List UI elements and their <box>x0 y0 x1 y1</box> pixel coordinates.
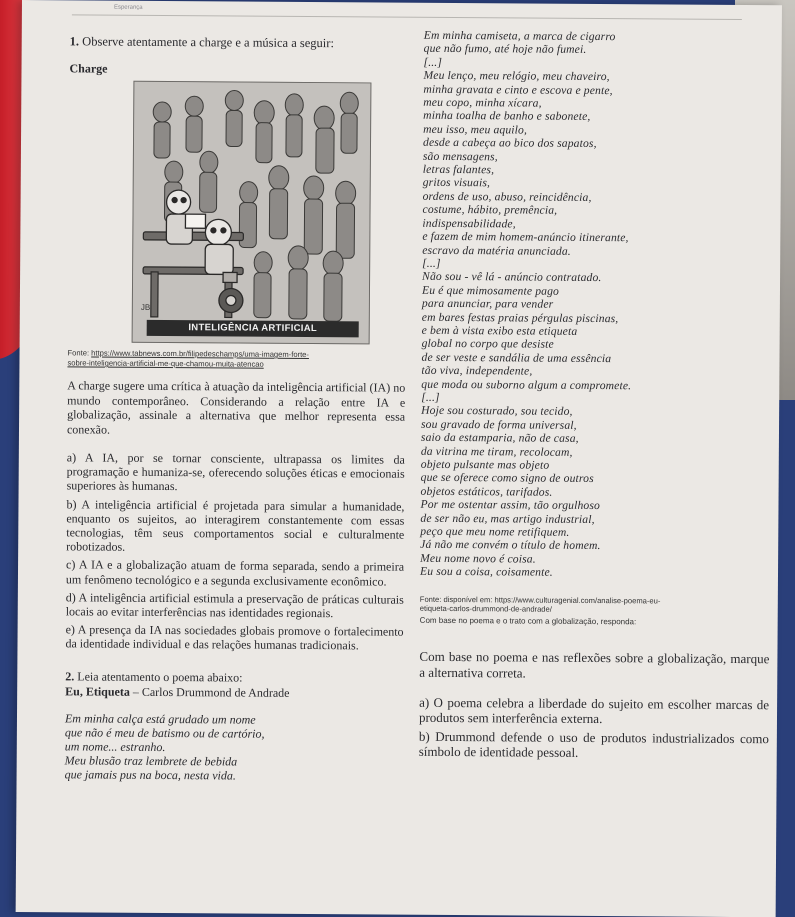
question-1-title <box>70 34 408 51</box>
poem-right-line: de ser veste e sandália de uma essência <box>421 350 612 365</box>
poem-left-line: Meu blusão traz lembrete de bebida <box>64 752 238 769</box>
poem-right-line: Meu nome novo é coisa. <box>420 551 536 566</box>
poem-right-line: que não fumo, até hoje não fumei. <box>423 42 587 57</box>
exam-page <box>16 0 782 917</box>
poem-right-line: e fazem de mim homem-anúncio itinerante, <box>422 229 629 245</box>
poem-author: – Carlos Drummond de Andrade <box>129 684 290 700</box>
poem-right-line: sou gravado de forma universal, <box>421 417 577 432</box>
header-tag: Esperança <box>113 4 143 11</box>
question-2-number: 2. <box>65 668 75 684</box>
poem-right-line: de ser não eu, mas artigo industrial, <box>420 511 595 526</box>
question-1-prompt: A charge sugere uma crítica à atuação da inteligência artificial (IA) no mundo contemporâneo. Considerando a relação entre IA e globalização, assinale a alternativa que melhor representa essa conexão. <box>66 378 406 437</box>
poem-right-line: que moda ou suborno algum a compromete. <box>421 377 632 392</box>
poem-right-line: que se oferece como signo de outros <box>420 471 594 486</box>
poem-right-line: gritos visuais, <box>422 176 491 190</box>
poem-right-line: meu copo, minha xícara, <box>423 95 542 110</box>
poem-right-line: desde a cabeça ao bico dos sapatos, <box>422 136 597 151</box>
question-2-prompt: Com base no poema e nas reflexões sobre a globalização, marque a alternativa correta. <box>419 648 770 681</box>
poem-right-line: ordens de uso, abuso, reincidência, <box>422 189 592 204</box>
poem-right-line: [...] <box>422 256 441 270</box>
poem-right-line: meu isso, meu aquilo, <box>423 122 528 137</box>
poem-source-line-2[interactable]: etiqueta-carlos-drummond-de-andrade/ <box>419 603 552 614</box>
poem-right-line: Já não me convém o título de homem. <box>420 538 601 553</box>
option-1b[interactable]: b) A inteligência artificial é projetada para simular a humanidade, enquanto os sujeitos, ao interagirem constantemente com essas tecnologias, têm seus comportamentos social e culturalmente robotizados. <box>66 496 405 554</box>
poem-right-line: Eu sou a coisa, coisamente. <box>419 565 553 579</box>
poem-right-line: tão viva, independente, <box>421 363 533 378</box>
poem-right-line: minha toalha de banho e sabonete, <box>423 109 591 124</box>
right-column <box>419 29 774 761</box>
poem-right-line: [...] <box>421 390 440 404</box>
cartoon-illustration <box>133 82 371 344</box>
poem-source <box>420 594 770 615</box>
poem-right-line: Por me ostentar assim, tão orgulhoso <box>420 498 601 513</box>
poem-instruction: Com base no poema e o trato com a globalização, responda: <box>419 615 637 626</box>
poem-heading <box>65 684 403 701</box>
poem-title: Eu, Etiqueta <box>65 683 130 699</box>
question-1-text: Observe atentamente a charge e a música a seguir: <box>82 34 334 51</box>
charge-label: Charge <box>69 61 108 76</box>
source-link-1[interactable]: https://www.tabnews.com.br/filipedeschamps/uma-imagem-forte- <box>91 348 310 360</box>
poem-right-line: em bares festas praias pérgulas piscinas, <box>421 310 619 325</box>
poem-right-line: saio da estamparia, não de casa, <box>420 430 579 446</box>
poem-left-line: Em minha calça está grudado um nome <box>64 710 256 727</box>
poem-right-line: [...] <box>423 55 443 69</box>
poem-right-line: Não sou - vê lá - anúncio contratado. <box>422 270 602 285</box>
poem-right-line: global no corpo que desiste <box>421 337 554 352</box>
cartoon-image <box>132 81 372 345</box>
poem-right-line: indispensabilidade, <box>422 216 516 231</box>
option-1a[interactable]: a) A IA, por se tornar consciente, ultrapassa os limites da programação e humaniza-se, oferecendo soluções éticas e emocionais superiores às humanas. <box>66 450 405 494</box>
poem-left-line: que não é meu de batismo ou de cartório, <box>64 724 265 741</box>
poem-right-block <box>420 29 774 581</box>
poem-right-line: Eu é que mimosamente pago <box>421 283 560 298</box>
poem-left-line: um nome... estranho. <box>64 738 166 754</box>
option-1c[interactable]: c) A IA e a globalização atuam de forma separada, sendo a primeira um fenômeno tecnológico e a segunda exclusivamente econômico. <box>65 557 405 589</box>
poem-right-line: objeto pulsante mas objeto <box>420 457 550 472</box>
poem-right-line: objetos estáticos, tarifados. <box>420 484 553 499</box>
option-2b[interactable]: b) Drummond defende o uso de produtos industrializados como símbolo de identidade pessoal. <box>418 728 769 760</box>
header-rule <box>72 14 742 20</box>
poem-right-line: da vitrina me tiram, recolocam, <box>420 444 573 459</box>
poem-right-line: letras falantes, <box>422 162 495 177</box>
poem-right-line: minha gravata e cinto e escova e pente, <box>423 82 613 97</box>
source-label: Fonte: <box>67 348 90 358</box>
option-1d[interactable]: d) A inteligência artificial estimula a preservação de práticas culturais locais ao evitar interferências nas identidades regionais. <box>65 590 404 621</box>
option-1e[interactable]: e) A presença da IA nas sociedades globais promove o fortalecimento da identidade individual e das relações humanas tradicionais. <box>65 622 404 653</box>
poem-right-line: e bem à vista exibo esta etiqueta <box>421 323 578 338</box>
source-link-2[interactable]: sobre-inteligencia-artificial-me-que-chamou-muita-atencao <box>67 358 264 369</box>
poem-right-line: para anunciar, para vender <box>421 296 554 311</box>
poem-right-line: peço que meu nome retifiquem. <box>420 524 570 539</box>
poem-right-line: Meu lenço, meu relógio, meu chaveiro, <box>423 69 610 84</box>
poem-left-line: que jamais pus na boca, nesta vida. <box>64 766 236 783</box>
cartoon-caption: INTELIGÊNCIA ARTIFICIAL <box>147 320 359 337</box>
poem-right-line: escravo da matéria anunciada. <box>422 243 571 258</box>
cartoon-signature: JB <box>140 302 151 312</box>
poem-source-line-1[interactable]: Fonte: disponível em: https://www.culturagenial.com/analise-poema-eu- <box>419 594 661 606</box>
question-1-number: 1. <box>69 34 80 49</box>
left-column <box>65 34 408 783</box>
poem-right-line: Hoje sou costurado, sou tecido, <box>421 404 573 419</box>
poem-right-line: Em minha camiseta, a marca de cigarro <box>423 28 616 44</box>
poem-right-line: são mensagens, <box>422 149 498 163</box>
option-2a[interactable]: a) O poema celebra a liberdade do sujeito em escolher marcas de produtos sem interferência externa. <box>418 694 770 726</box>
poem-right-line: costume, hábito, premência, <box>422 203 558 218</box>
question-2-text: Leia atentamento o poema abaixo: <box>77 669 243 685</box>
charge-source <box>67 348 405 370</box>
